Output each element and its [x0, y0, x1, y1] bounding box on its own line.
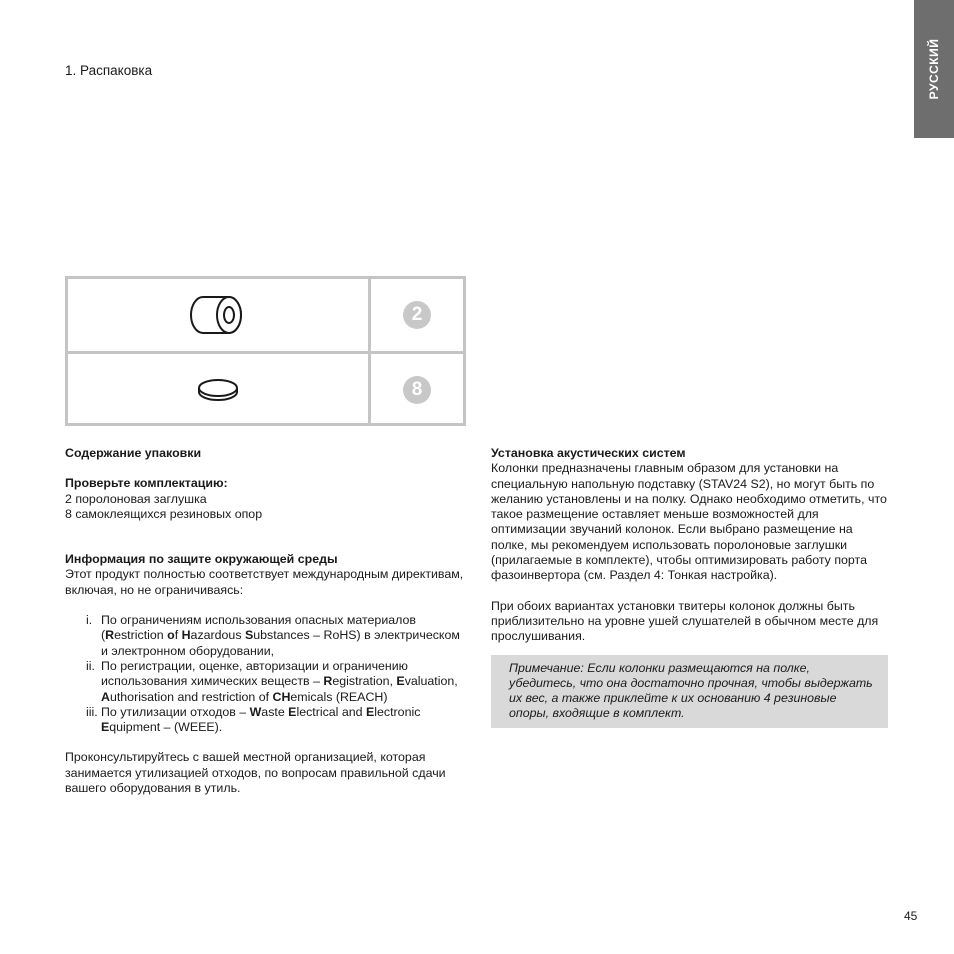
language-tab-label: РУССКИЙ	[927, 38, 941, 100]
parts-row-rubber-foot	[68, 354, 463, 426]
directive-item: i. По ограничениям использования опасных материалов (Restriction of Hazardous Substances – RoHS) в электрическом и электронном оборудовании,	[86, 613, 460, 658]
install-paragraph: При обоих вариантах установки твитеры колонок должны быть приблизительно на уровне ушей слушателей в обычном месте для прослушивания.	[491, 598, 879, 644]
package-contents-table	[65, 276, 466, 426]
count-badge: 2	[403, 301, 431, 329]
disposal-consult-text: Проконсультируйтесь с вашей местной организацией, которая занимается утилизацией отходов, по вопросам правильной сдачи вашего оборудования в утиль.	[65, 750, 446, 796]
parts-icon-cell	[68, 279, 368, 351]
list-marker: ii.	[86, 658, 95, 673]
directive-item: ii. По регистрации, оценке, авторизации и ограничению использования химических веществ – Registration, Evaluation, Authorisation and restriction of CHemicals (REACH)	[86, 658, 458, 704]
directive-item: iii. По утилизации отходов – Waste Electrical and Electronic Equipment – (WEEE).	[86, 704, 421, 735]
count-badge: 8	[403, 376, 431, 404]
directive-list	[65, 613, 465, 735]
table-divider-vertical	[368, 279, 371, 423]
foam-plug-icon	[189, 294, 247, 336]
page-number: 45	[904, 909, 918, 923]
check-item: 2 поролоновая заглушка	[65, 491, 207, 506]
check-item: 8 самоклеящихся резиновых опор	[65, 506, 263, 521]
env-heading: Информация по защите окружающей среды	[65, 552, 338, 567]
contents-heading: Содержание упаковки	[65, 446, 202, 460]
left-column	[65, 446, 465, 796]
section-title: 1. Распаковка	[65, 63, 153, 78]
install-paragraph: Колонки предназначены главным образом для установки на специальную напольную подставку (STAV24 S2), но могут быть по желанию установлены и на полку. Однако необходимо отметить, что такое размещение оставляет меньше возможностей для оптимизации звучаний колонок. Если выбрано размещение на полке, мы рекомендуем использовать поролоновые заглушки (прилагаемые в комплекте), чтобы оптимизировать работу порта фазоинвертора (см. Раздел 4: Тонкая настройка).	[491, 461, 887, 583]
parts-count-cell	[371, 279, 463, 351]
parts-count-cell	[371, 354, 463, 426]
parts-icon-cell	[68, 354, 368, 426]
list-marker: iii.	[86, 704, 98, 719]
right-column	[491, 446, 891, 728]
list-marker: i.	[86, 613, 93, 628]
env-intro: Этот продукт полностью соответствует международным директивам, включая, но не ограничиваясь:	[65, 567, 464, 597]
install-heading: Установка акустических систем	[491, 446, 686, 460]
note-box: Примечание: Если колонки размещаются на полке, убедитесь, что она достаточно прочная, чтобы выдержать их вес, а также приклейте к их основанию 4 резиновые опоры, входящие в комплект.	[491, 655, 888, 728]
parts-row-foam-plug	[68, 279, 463, 351]
language-tab	[914, 0, 954, 138]
check-heading: Проверьте комплектацию:	[65, 476, 228, 491]
rubber-foot-icon	[196, 377, 240, 403]
